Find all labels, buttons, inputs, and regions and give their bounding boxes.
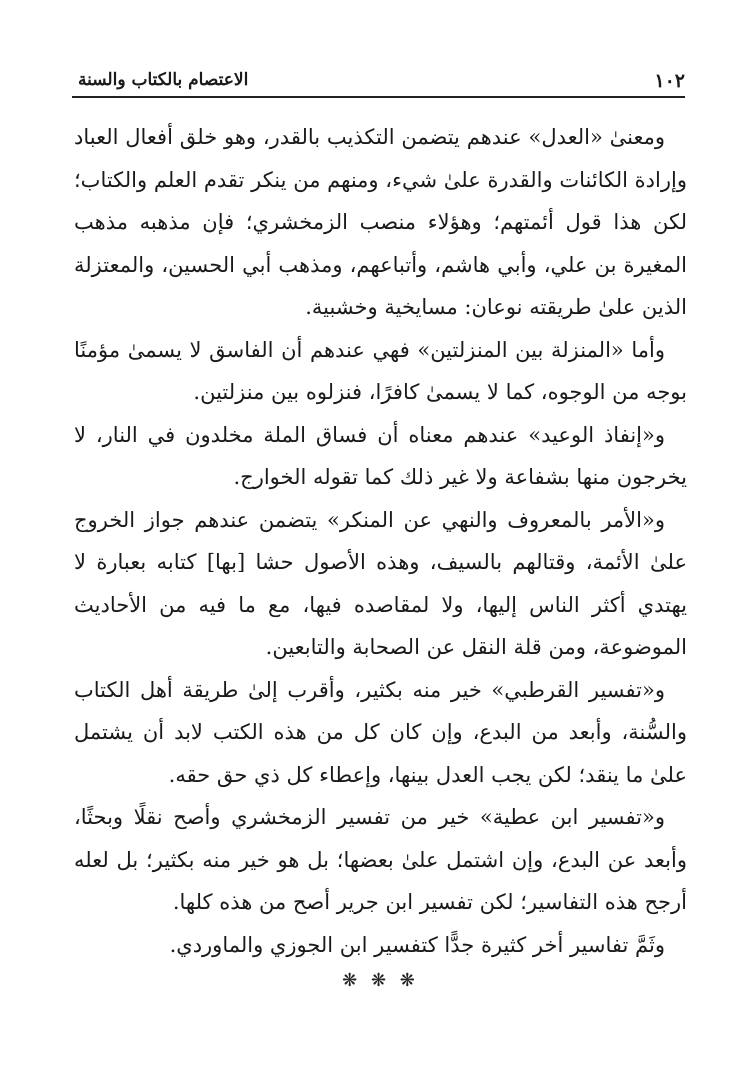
paragraph: ومعنىٰ «العدل» عندهم يتضمن التكذيب بالقدر، وهو خلق أفعال العباد وإرادة الكائنات والقدرة علىٰ شيء، ومنهم من ينكر تقدم العلم والكتاب؛ لكن هذا قول أئمتهم؛ وهؤلاء منصب الزمخشري؛ فإن مذهبه مذهب المغيرة بن علي، وأبي هاشم، وأتباعهم، ومذهب أبي الحسين، والمعتزلة الذين علىٰ طريقته نوعان: مسايخية وخشبية. — [74, 125, 687, 319]
header-rule — [72, 96, 685, 98]
paragraph: وأما «المنزلة بين المنزلتين» فهي عندهم أن الفاسق لا يسمىٰ مؤمنًا بوجه من الوجوه، كما لا يسمىٰ كافرًا، فنزلوه بين منزلتين. — [74, 337, 687, 404]
paragraph: و«تفسير القرطبي» خير منه بكثير، وأقرب إلىٰ طريقة أهل الكتاب والسُّنة، وأبعد من البدع، وإن كان كل من هذه الكتب لابد أن يشتمل علىٰ ما ينقد؛ لكن يجب العدل بينها، وإعطاء كل ذي حق حقه. — [74, 677, 687, 787]
paragraph: و«تفسير ابن عطية» خير من تفسير الزمخشري وأصح نقلًا وبحثًا، وأبعد عن البدع، وإن اشتمل علىٰ بعضها؛ بل هو خير منه بكثير؛ بل لعله أرجح هذه التفاسير؛ لكن تفسير ابن جرير أصح من هذه كلها. — [74, 805, 687, 914]
book-title: الاعتصام بالكتاب والسنة — [78, 70, 249, 90]
paragraph: وثَمَّ تفاسير أخر كثيرة جدًّا كتفسير ابن الجوزي والماوردي. — [169, 932, 665, 957]
running-header — [78, 60, 685, 94]
paragraph: و«إنفاذ الوعيد» عندهم معناه أن فساق الملة مخلدون في النار، لا يخرجون منها بشفاعة ولا غير ذلك كما تقوله الخوارج. — [74, 422, 687, 489]
page-number: ١٠٢ — [654, 70, 685, 92]
section-separator: ❋ ❋ ❋ — [342, 970, 419, 991]
body-text — [74, 116, 687, 991]
paragraph: و«الأمر بالمعروف والنهي عن المنكر» يتضمن عندهم جواز الخروج علىٰ الأئمة، وقتالهم بالسيف، وهذه الأصول حشا [بها] كتابه بعبارة لا يهتدي أكثر الناس إليها، ولا لمقاصده فيها، مع ما فيه من الأحاديث الموضوعة، ومن قلة النقل عن الصحابة والتابعين. — [74, 507, 687, 659]
